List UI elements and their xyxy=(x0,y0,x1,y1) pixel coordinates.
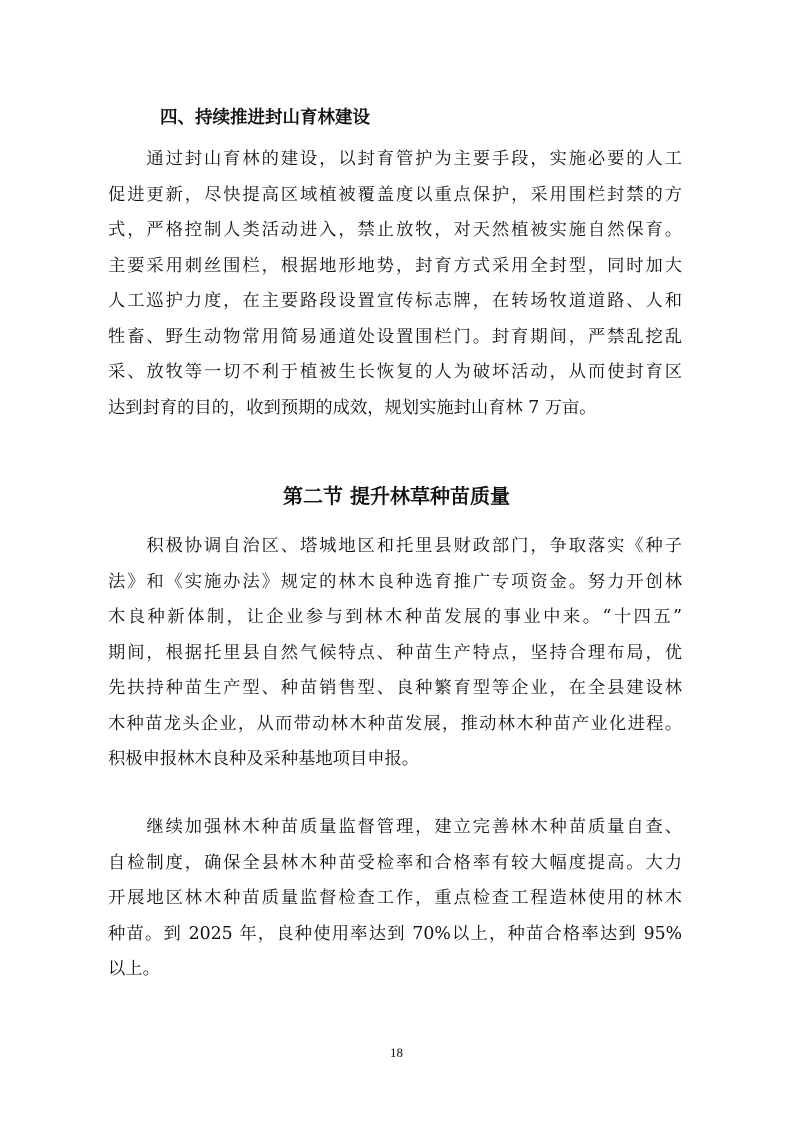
text-line: 先扶持种苗生产型、种苗销售型、良种繁育型等企业，在全县建设林 xyxy=(108,678,682,698)
text-line: 采、放牧等一切不利于植被生长恢复的人为破坏活动，从而使封育区 xyxy=(108,362,682,382)
text-line: 法》和《实施办法》规定的林木良种选育推广专项资金。努力开创林 xyxy=(108,571,682,592)
chapter-title: 第二节 提升林草种苗质量 xyxy=(283,484,510,508)
text-line: 牲畜、野生动物常用简易通道处设置围栏门。封育期间，严禁乱挖乱 xyxy=(108,326,682,347)
text-line: 式，严格控制人类活动进入，禁止放牧，对天然植被实施自然保育。 xyxy=(108,220,682,240)
text-line: 继续加强林木种苗质量监督管理，建立完善林木种苗质量自查、 xyxy=(108,817,682,837)
section-heading: 四、持续推进封山育林建设 xyxy=(160,108,370,128)
text-line: 种苗。到 2025 年，良种使用率达到 70%以上，种苗合格率达到 95% xyxy=(108,923,682,944)
section-paragraph xyxy=(108,142,682,426)
text-line: 木种苗龙头企业，从而带动林木种苗发展，推动林木种苗产业化进程。 xyxy=(108,713,682,734)
text-line: 促进更新，尽快提高区域植被覆盖度以重点保护，采用围栏封禁的方 xyxy=(108,184,682,205)
text-line: 积极协调自治区、塔城地区和托里县财政部门，争取落实《种子 xyxy=(108,536,682,556)
paragraph-seed-funding xyxy=(108,529,682,778)
text-line: 主要采用刺丝围栏，根据地形地势，封育方式采用全封型，同时加大 xyxy=(108,255,682,276)
text-line: 期间，根据托里县自然气候特点、种苗生产特点，坚持合理布局，优 xyxy=(108,642,682,663)
paragraph-quality-supervision xyxy=(108,810,682,988)
text-line: 木良种新体制，让企业参与到林木种苗发展的事业中来。“十四五” xyxy=(108,607,682,627)
text-line: 达到封育的目的，收到预期的成效，规划实施封山育林 7 万亩。 xyxy=(108,397,597,418)
page-number: 18 xyxy=(390,1045,403,1060)
text-line: 自检制度，确保全县林木种苗受检率和合格率有较大幅度提高。大力 xyxy=(108,852,682,873)
text-line: 开展地区林木种苗质量监督检查工作，重点检查工程造林使用的林木 xyxy=(108,888,682,908)
text-line: 通过封山育林的建设，以封育管护为主要手段，实施必要的人工 xyxy=(108,149,682,169)
text-line: 人工巡护力度，在主要路段设置宣传标志牌，在转场牧道道路、人和 xyxy=(108,291,682,311)
text-line: 以上。 xyxy=(108,959,160,979)
text-line: 积极申报林木良种及采种基地项目申报。 xyxy=(108,749,420,769)
